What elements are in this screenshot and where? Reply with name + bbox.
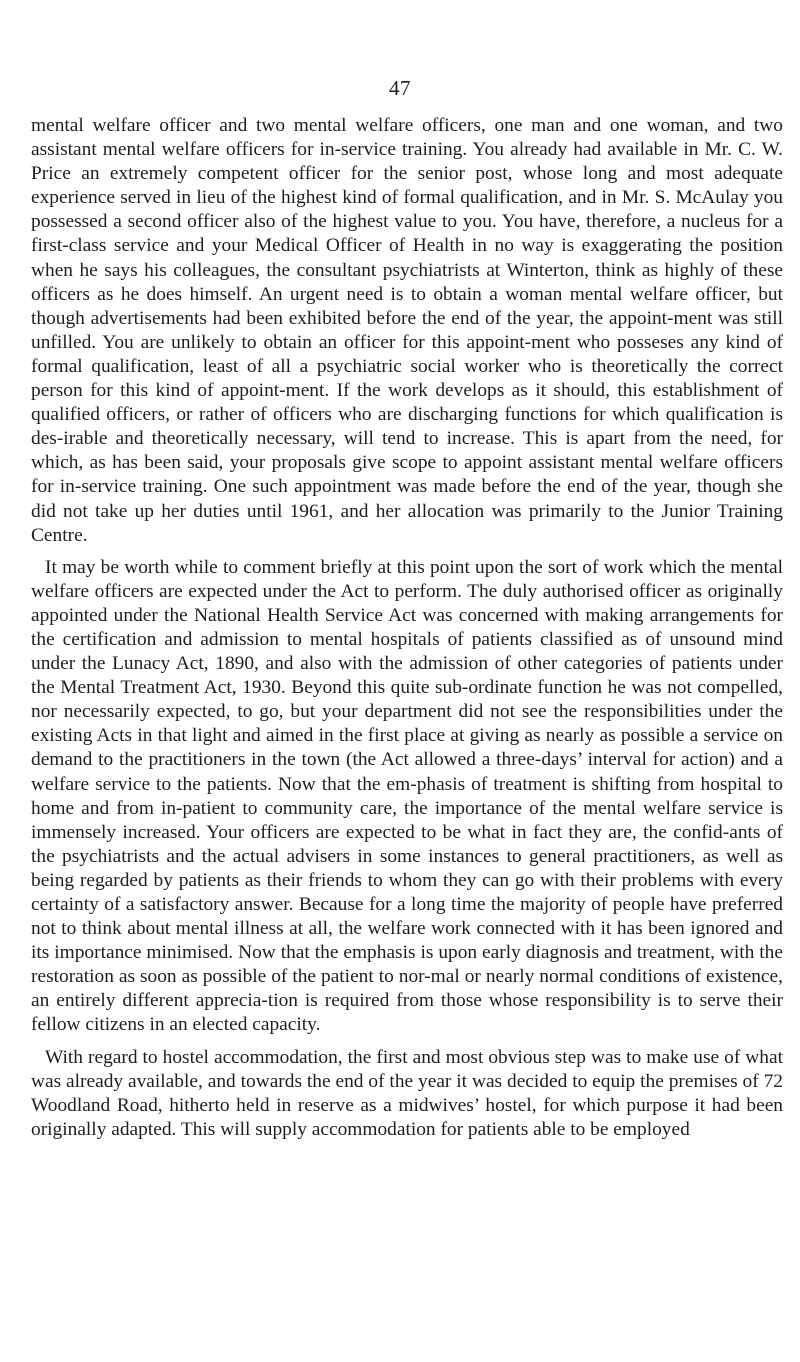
page-number: 47 xyxy=(389,76,411,100)
body-text xyxy=(31,114,783,1142)
paragraph-mental-welfare-officers-work: It may be worth while to comment briefly at this point upon the sort of work which the mental welfare officers are expected under the Act to perform. The duly authorised officer as originally appointed under the National Health Service Act was concerned with making arrangements for the certification and admission to mental hospitals of patients classified as of unsound mind under the Lunacy Act, 1890, and also with the admission of other categories of patients under the Mental Treatment Act, 1930. Beyond this quite sub-ordinate function he was not compelled, nor necessarily expected, to go, but your department did not see the responsibilities under the existing Acts in that light and aimed in the first place at giving as nearly as possible a service on demand to the practitioners in the town (the Act allowed a three-days’ interval for action) and a welfare service to the patients. Now that the em-phasis of treatment is shifting from hospital to home and from in-patient to community care, the importance of the mental welfare service is immensely increased. Your officers are expected to be what in fact they are, the confid-ants of the psychiatrists and the actual advisers in some instances to general practitioners, as well as being regarded by patients as their friends to whom they can go with their problems with every certainty of a satisfactory answer. Because for a long time the majority of people have preferred not to think about mental illness at all, the welfare work connected with it has been ignored and its importance minimised. Now that the emphasis is upon early diagnosis and treatment, with the restoration as soon as possible of the patient to nor-mal or nearly normal conditions of existence, an entirely different apprecia-tion is required from those whose responsibility is to serve their fellow citizens in an elected capacity. xyxy=(31,556,783,1036)
paragraph-hostel-accommodation: With regard to hostel accommodation, the first and most obvious step was to make use of what was already available, and towards the end of the year it was decided to equip the premises of 72 Woodland Road, hitherto held in reserve as a midwives’ hostel, for which purpose it had been originally adapted. This will supply accommodation for patients able to be employed xyxy=(31,1046,783,1140)
paragraph-continuation: mental welfare officer and two mental welfare officers, one man and one woman, and two assistant mental welfare officers for in-service training. You already had available in Mr. C. W. Price an extremely competent officer for the senior post, whose long and most adequate experience served in lieu of the highest kind of formal qualification, and in Mr. S. McAulay you possessed a second officer also of the highest value to you. You have, therefore, a nucleus for a first-class service and your Medical Officer of Health in no way is exaggerating the position when he says his colleagues, the consultant psychiatrists at Winterton, think as highly of these officers as he does himself. An urgent need is to obtain a woman mental welfare officer, but though advertisements had been exhibited before the end of the year, the appoint-ment was still unfilled. You are unlikely to obtain an officer for this appoint-ment who posseses any kind of formal qualification, least of all a psychiatric social worker who is theoretically the correct person for this kind of appoint-ment. If the work develops as it should, this establishment of qualified officers, or rather of officers who are discharging functions for which qualification is des-irable and theoretically necessary, will tend to increase. This is apart from the need, for which, as has been said, your proposals give scope to appoint assistant mental welfare officers for in-service training. One such appointment was made before the end of the year, though she did not take up her duties until 1961, and her allocation was primarily to the Junior Training Centre. xyxy=(31,115,783,546)
